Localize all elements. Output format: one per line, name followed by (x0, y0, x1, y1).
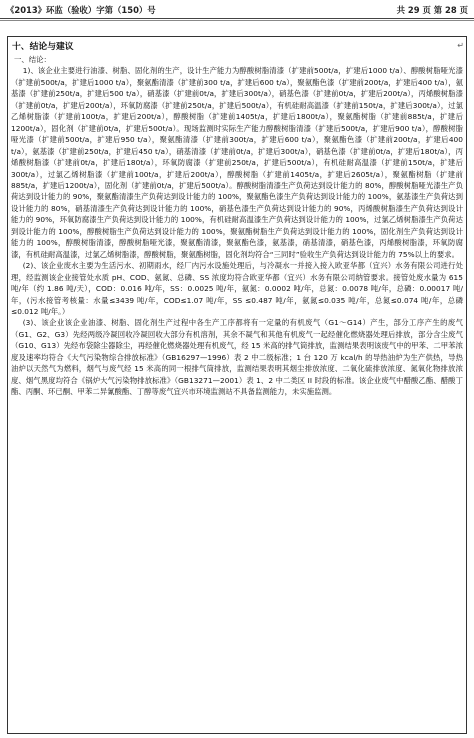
section-title: 十、结论与建议 (12, 42, 74, 52)
page-header (6, 2, 468, 18)
page-info: 共 29 页 第 28 页 (396, 5, 468, 15)
conclusion-intro: 一、结论： (13, 55, 51, 64)
conclusion-paragraph-2: (2)、该企业废水主要为生活污水、初期雨水，经厂内污水设施处理后，与冷凝水一并接入接入欧亚华都（宜兴）水务有限公司进行处理，经监测该企业接管处水质 pH、COD、氨氮、总磷、SS 浓度均符合欧亚华都（宜兴）水务有限公司纳管要求。接管处废水量为 615 吨/年（约 1.86 吨/天），COD：0.016 吨/年，SS：0.0025 吨/年，氨氮：0.0002 吨/年，总氮：0.0078 吨/年，总磷：0.00017 吨/年，(污水接管考核量：水量≤3439 吨/年，COD≤1.07 吨/年，SS ≤0.487 吨/年，氨氮≤0.035 吨/年，总氮≤0.074 吨/年，总磷≤0.012 吨/年。） (11, 261, 463, 316)
conclusion-paragraph-1: 1)、该企业主要进行油漆、树脂、固化剂的生产，设计生产能力为醇酸树脂清漆（扩建前500t/a，扩建后1000 t/a）、醇酸树脂哑光漆（扩建前500t/a，扩建后1000 t/a），聚氨酯清漆（扩建前300 t/a，扩建后600 t/a），聚氨酯色漆（扩建前200t/a，扩建后400 t/a），氨基漆（扩建前250t/a，扩建后500 t/a），硝基漆（扩建前0t/a，扩建后300t/a），硝基色漆（扩建前0t/a，扩建后200t/a），丙烯酸树脂漆（扩建前0t/a，扩建后200t/a），环氧防腐漆（扩建前250t/a，扩建后500t/a），有机硅耐高温漆（扩建前150t/a，扩建后300t/a），过氯乙烯树脂漆（扩建前100t/a，扩建后200t/a），醇酸树脂（扩建前1405t/a，扩建后1800t/a），聚氨酯树脂（扩建前885t/a，扩建后1200t/a），固化剂（扩建前0t/a，扩建后500t/a）。现场监测时实际生产能力醇酸树脂清漆（扩建后500t/a，扩建后900 t/a），醇酸树脂哑光漆（扩建前500t/a，扩建后950 t/a），聚氨酯清漆（扩建前300t/a，扩建后600 t/a），聚氨酯色漆（扩建前200t/a，扩建后400 t/a），氨基漆（扩建前250t/a，扩建后450 t/a），硝基清漆（扩建前0t/a，扩建后300t/a），硝基色漆（扩建前0t/a，扩建后180t/a），丙烯酸树脂漆（扩建前0t/a，扩建后180t/a），环氧防腐漆（扩建前250t/a，扩建后500t/a），有机硅耐高温漆（扩建前150t/a，扩建后300t/a），过氯乙烯树脂漆（扩建前100t/a，扩建后200t/a），醇酸树脂（扩建前1405t/a，扩建后2605t/a），聚氨酯树脂（扩建前885t/a，扩建后1200t/a），固化剂（扩建前0t/a，扩建后500t/a）。醇酸树脂清漆生产负荷达到设计能力的 80%，醇酸树脂哑光漆生产负荷达到设计能力的 90%，聚氨酯清漆生产负荷达到设计能力的 100%，聚氨酯色漆生产负荷达到设计能力的 100%，氨基漆生产负荷达到设计能力的 80%，硝基清漆生产负荷达到设计能力的 100%，硝基色漆生产负荷达到设计能力的 90%，丙烯酸树脂漆生产负荷达到设计能力的 90%，环氧防腐漆生产负荷达到设计能力的 100%，有机硅耐高温漆生产负荷达到设计能力的 100%，过氯乙烯树脂漆生产负荷达到设计能力的 100%，醇酸树脂生产负荷达到设计能力的 100%，聚氨酯树脂生产负荷达到设计能力的 100%，固化剂生产负荷达到设计能力的 100%，醇酸树脂清漆，醇酸树脂哑光漆，聚氨酯清漆，聚氨酯色漆，氨基漆，硝基清漆，硝基色漆，丙烯酸树脂漆，环氧防腐漆，有机硅耐高温漆，过氯乙烯树脂漆，醇酸树脂，聚氨酯树脂，固化剂均符合“三同时”验收生产负荷达到设计能力的 75%以上的要求。 (11, 66, 463, 259)
header-rule (0, 18, 474, 19)
document-reference: 《2013》环监（验收）字第（150）号 (6, 5, 156, 15)
conclusion-body (11, 54, 463, 398)
conclusion-paragraph-3: (3)、该企业该企业油漆、树脂、固化剂生产过程中各生产工序都将有一定量的有机废气（G1～G14）产生，部分工序产生的废气（G1、G2、G3）先经两级冷凝回收冷凝回收大部分有机溶剂，其余不凝气和其他有机废气一起经催化燃烧器处理后排放，部分含尘废气（G10、G13）先经布袋除尘器除尘，再经催化燃烧器处理有机废气，经 15 米高的排气筒排放，监测结果表明该废气中的甲苯、二甲苯浓度及速率均符合《大气污染物综合排放标准》（GB16297—1996）表 2 中二级标准；1 台 120 万 kcal/h 的导热油炉为生产供热，导热油炉以天然气为燃料，烟气与废气经 15 米高的同一根排气筒排放，监测结果表明其烟尘排放浓度、二氧化硫排放浓度、氮氧化物排放浓度、烟气黑度均符合《锅炉大气污染物排放标准》（GB13271—2001）表 1、2 中二类区 II 时段的标准。该企业废气中醋酸乙酯、醋酸丁酯、丙酮、环已酮、甲苯二异氰酸酯、丁醇等废气宜兴市环境监测站不具备监测能力，未实施监测。 (11, 318, 463, 397)
header-rule-secondary (0, 20, 474, 21)
paragraph-mark-icon: ↵ (457, 41, 464, 50)
